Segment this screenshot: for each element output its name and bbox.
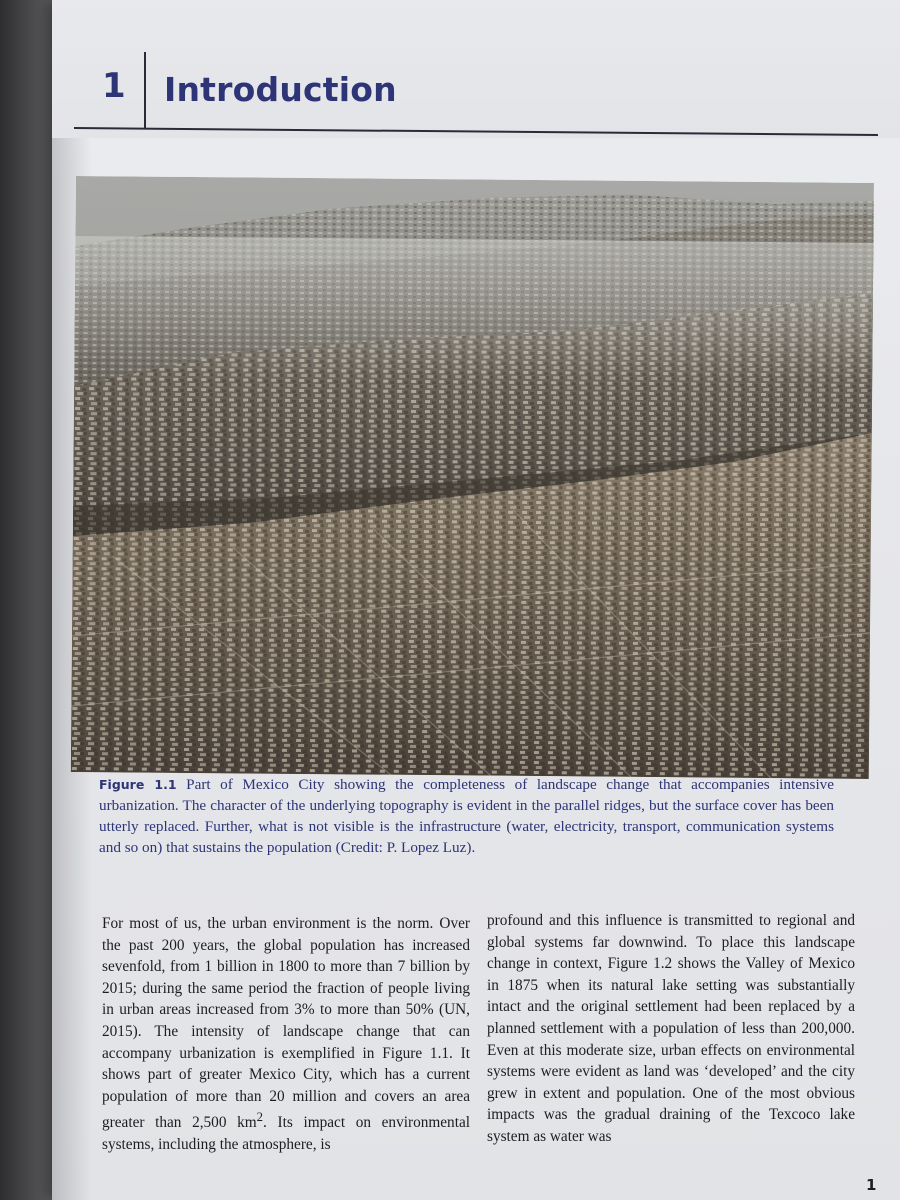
figure-label: Figure 1.1	[99, 777, 177, 792]
paragraph-left	[102, 913, 470, 1156]
body-column-left	[102, 913, 470, 1156]
left-text-part-1: For most of us, the urban environment is the norm. Over the past 200 years, the global population has increased sevenfold, from 1 billion in 1800 to more than 7 billion by 2015; during the same period the fraction of people living in urban areas increased from 3% to more than 50% (UN, 2015). The intensity of landscape change that can accompany urbanization is exemplified in Figure 1.1. It shows part of greater Mexico City, which has a current population of more than 20 million and covers an area greater than 2,500 km	[102, 915, 470, 1132]
superscript: 2	[256, 1110, 264, 1125]
chapter-number: 1	[102, 66, 126, 106]
chapter-divider	[144, 52, 146, 128]
figure-caption-text: Part of Mexico City showing the completeness of landscape change that accompanies intensive urbanization. The character of the underlying topography is evident in the parallel ridges, but the surface cover has been utterly replaced. Further, what is not visible is the infrastructure (water, electricity, transport, communication systems and so on) that sustains the population (Credit: P. Lopez Luz).	[99, 776, 835, 856]
page-number: 1	[866, 1176, 877, 1194]
chapter-header-band	[52, 0, 900, 138]
left-text-part-2: . Its impact on environmental systems, including the atmosphere, is	[102, 1114, 470, 1154]
chapter-title: Introduction	[164, 70, 397, 109]
figure-caption	[99, 774, 834, 858]
figure-photo-mexico-city	[71, 176, 874, 779]
paragraph-right: profound and this influence is transmitted to regional and global systems far downwind. To place this landscape change in context, Figure 1.2 shows the Valley of Mexico in 1875 when its natural lake setting was substantially intact and the original settlement had been replaced by a planned settlement with a population of less than 200,000. Even at this moderate size, urban effects on environmental systems were evident as land was ‘developed’ and the city grew in extent and population. One of the most obvious impacts was the gradual draining of the Texcoco lake system as water was	[487, 912, 855, 1145]
book-page	[52, 0, 900, 1200]
body-column-right	[487, 910, 855, 1148]
